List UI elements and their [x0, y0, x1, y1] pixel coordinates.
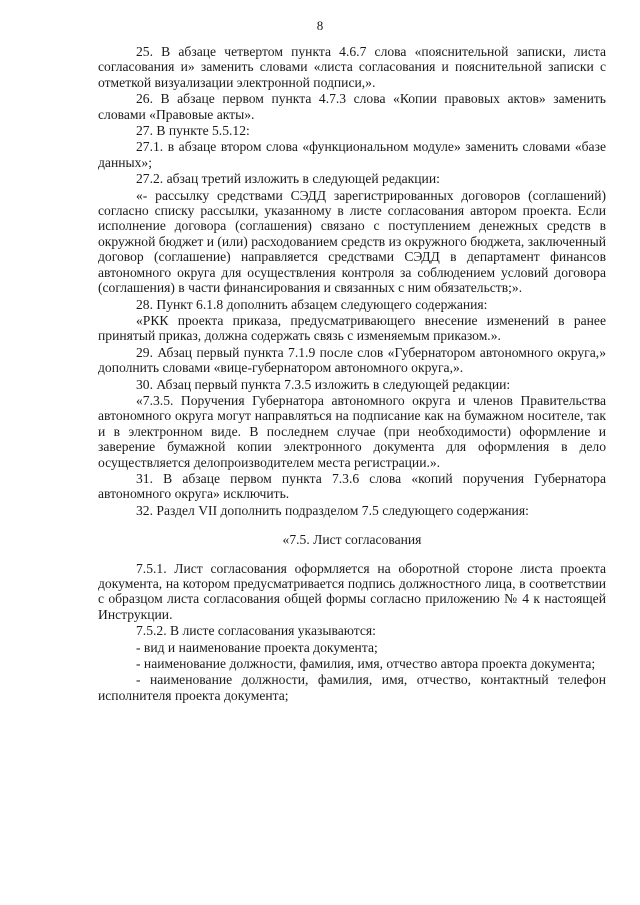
paragraph-27-1: 27.1. в абзаце втором слова «функциональном модуле» заменить словами «базе данных»; [98, 139, 606, 170]
paragraph-32: 32. Раздел VII дополнить подразделом 7.5 следующего содержания: [136, 502, 529, 518]
page-number: 8 [316, 18, 324, 33]
document-body [98, 44, 606, 703]
paragraph-26: 26. В абзаце первом пункта 4.7.3 слова «Копии правовых актов» заменить словами «Правовые акты». [98, 91, 606, 122]
section-heading: «7.5. Лист согласования [282, 532, 422, 548]
paragraph-30-text: «7.3.5. Поручения Губернатора автономного округа и членов Правительства автономного округа могут направляться на подписание как на бумажном носителе, так и в электронном виде. В последнем случае (при необходимости) оформление и заверение бумажной копии электронного документа для оформления в дело осуществляется делопроизводителем места регистрации.». [98, 392, 606, 470]
paragraph-27-2-text: «- рассылку средствами СЭДД зарегистрированных договоров (соглашений) согласно списку рассылки, указанному в листе согласования автором проекта. Если исполнение договора (соглашения) связано с поступлением денежных средств в окружной бюджет и (или) расходованием средств из окружного бюджета, заключенный договор (соглашение) направляется средствами СЭДД в департамент финансов автономного округа для осуществления контроля за соблюдением условий договора (соглашения) в части финансирования и связанных с ним обязательств;». [98, 187, 606, 296]
paragraph-28-text: «РКК проекта приказа, предусматривающего внесение изменений в ранее принятый приказ, должна содержать связь с изменяемым приказом.». [98, 312, 606, 344]
paragraph-31: 31. В абзаце первом пункта 7.3.6 слова «копий поручения Губернатора автономного округа» исключить. [98, 470, 606, 502]
paragraph-7-5-2: 7.5.2. В листе согласования указываются: [136, 623, 376, 639]
list-item: - наименование должности, фамилия, имя, отчество, контактный телефон исполнителя проекта документа; [98, 672, 606, 703]
list-item: - вид и наименование проекта документа; [136, 639, 378, 655]
paragraph-25: 25. В абзаце четвертом пункта 4.6.7 слова «пояснительной записки, листа согласования и» заменить словами «листа согласования и пояснительной записки с отметкой визуализации электронной подписи,». [98, 44, 606, 90]
paragraph-27: 27. В пункте 5.5.12: [136, 123, 250, 139]
list-item: - наименование должности, фамилия, имя, отчество автора проекта документа; [136, 656, 596, 672]
paragraph-7-5-1: 7.5.1. Лист согласования оформляется на оборотной стороне листа проекта документа, на котором предусматривается подпись должностного лица, в соответствии с образцом листа согласования общей формы согласно приложению № 4 к настоящей Инструкции. [98, 560, 606, 622]
paragraph-27-2: 27.2. абзац третий изложить в следующей редакции: [136, 171, 440, 187]
paragraph-28: 28. Пункт 6.1.8 дополнить абзацем следующего содержания: [136, 296, 488, 312]
paragraph-29: 29. Абзац первый пункта 7.1.9 после слов «Губернатором автономного округа,» дополнить словами «вице-губернатором автономного округа,». [98, 344, 606, 376]
paragraph-30: 30. Абзац первый пункта 7.3.5 изложить в следующей редакции: [136, 376, 511, 392]
